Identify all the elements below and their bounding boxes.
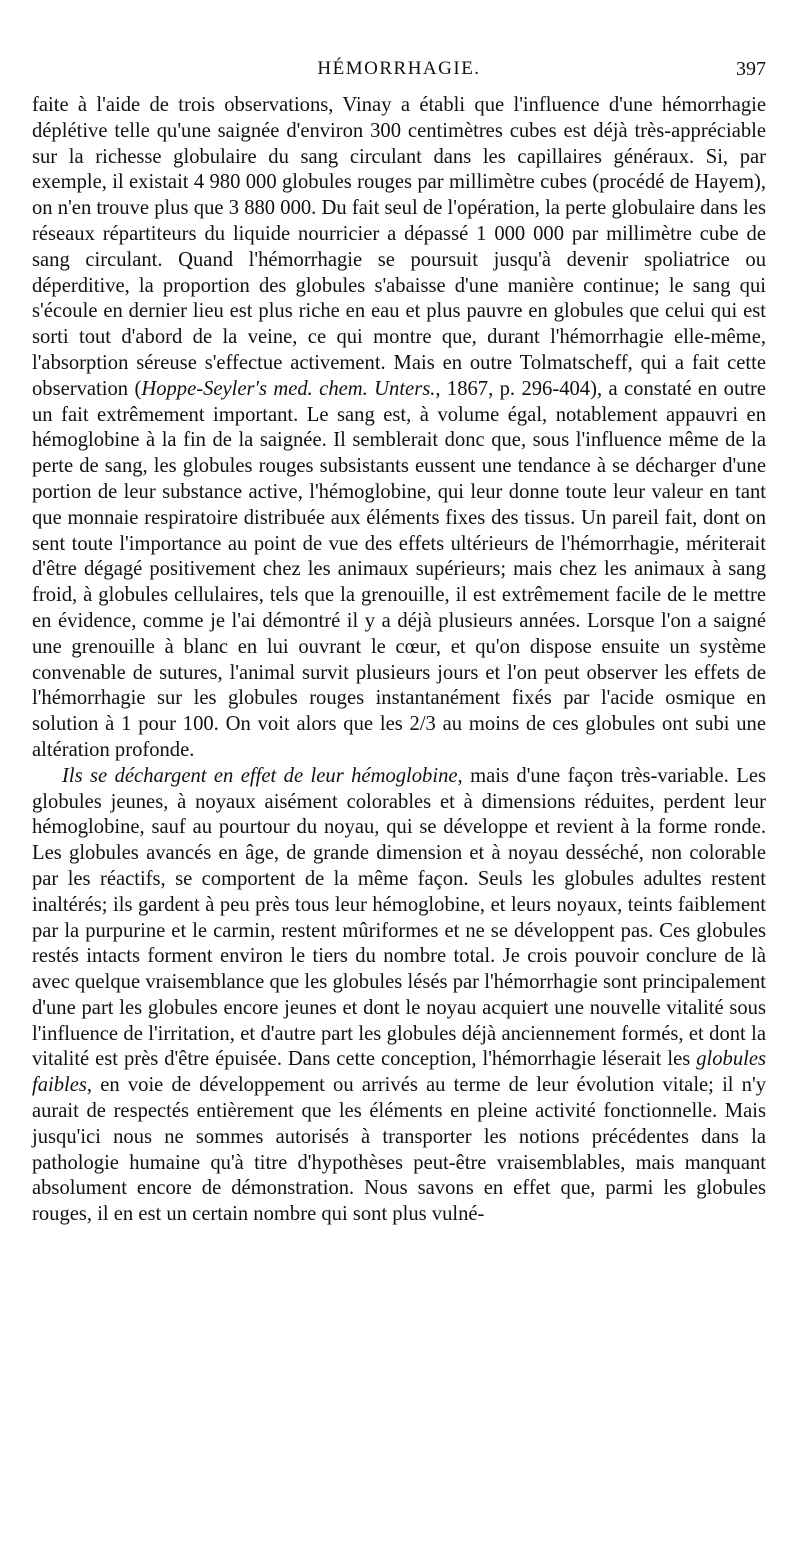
page-number: 397 xyxy=(736,58,766,80)
italic-term: globules faibles xyxy=(32,1048,766,1097)
paragraph-2-lead-italic: Ils se déchargent en effet de leur hémoglobine xyxy=(62,764,458,787)
body-text xyxy=(32,93,766,1228)
paragraph-2-text-end: , en voie de développement ou arrivés au terme de leur évolution vitale; il n'y aurait de respectés entièrement que les éléments en pleine activité fonctionnelle. Mais jusqu'ici nous ne sommes autorisés à transporter les notions précédentes dans la pathologie humaine qu'à titre d'hypothèses peut-être vraisemblables, mais manquant absolument encore de démonstration. Nous savons en effet que, parmi les globules rouges, il en est un certain nombre qui sont plus vulné- xyxy=(32,1074,766,1226)
citation-title: Hoppe-Seyler's med. chem. Unters. xyxy=(141,377,436,400)
paragraph-1-text: faite à l'aide de trois observations, Vinay a établi que l'influence d'une hémorrhagie déplétive telle qu'une saignée d'environ 300 centimètres cubes est déjà très-appréciable sur la richesse globulaire du sang circulant dans les capillaires généraux. Si, par exemple, il existait 4 980 000 globules rouges par millimètre cubes (procédé de Hayem), on n'en trouve plus que 3 880 000. Du fait seul de l'opération, la perte globulaire dans les réseaux répartiteurs du liquide nourricier a dépassé 1 000 000 par millimètre cube de sang circulant. Quand l'hémorrhagie se poursuit jusqu'à devenir spoliatrice ou déperditive, la proportion des globules s'abaisse d'une manière continue; le sang qui s'écoule en dernier lieu est plus riche en eau et plus pauvre en globules que celui qui est sorti tout d'abord de la veine, ce qui montre que, durant l'hémorrhagie elle-même, l'absorption séreuse s'effectue activement. Mais en outre Tolmatscheff, qui a fait cette observation ( xyxy=(32,94,766,400)
paragraph-1 xyxy=(32,93,766,764)
paragraph-2 xyxy=(32,764,766,1228)
paragraph-2-text: , mais d'une façon très-variable. Les globules jeunes, à noyaux aisément colorables et à dimensions réduites, perdent leur hémoglobine, sauf au pourtour du noyau, qui se développe et revient à la forme ronde. Les globules avancés en âge, de grande dimension et à noyau desséché, non colorable par les réactifs, se comportent de la même façon. Seuls les globules adultes restent inaltérés; ils gardent à peu près tous leur hémoglobine, et leurs noyaux, teints faiblement par la purpurine et le carmin, restent mûriformes et ne se développent pas. Ces globules restés intacts forment environ le tiers du nombre total. Je crois pouvoir conclure de là avec quelque vraisemblance que les globules lésés par l'hémorrhagie sont principalement d'une part les globules encore jeunes et dont le noyau acquiert une nouvelle vitalité sous l'influence de l'irritation, et d'autre part les globules déjà anciennement formés, et dont la vitalité est près d'être épuisée. Dans cette conception, l'hémorrhagie léserait les xyxy=(32,764,766,1071)
page-header xyxy=(32,58,766,88)
paragraph-1-text-continued: , 1867, p. 296-404), a constaté en outre un fait extrêmement important. Le sang est, à volume égal, notablement appauvri en hémoglobine à la fin de la saignée. Il semblerait donc que, sous l'influence même de la perte de sang, les globules rouges subsistants eussent une tendance à se décharger d'une portion de leur substance active, l'hémoglobine, qui leur donne toute leur valeur en tant que monnaie respiratoire distribuée aux éléments fixes des tissus. Un pareil fait, dont on sent toute l'importance au point de vue des effets ultérieurs de l'hémorrhagie, mériterait d'être dégagé positivement chez les animaux supérieurs; mais chez les animaux à sang froid, à globules cellulaires, tels que la grenouille, il est extrêmement facile de le mettre en évidence, comme je l'ai démontré il y a déjà plusieurs années. Lorsque l'on a saigné une grenouille à blanc en lui ouvrant le cœur, et qu'on dispose ensuite un système convenable de sutures, l'animal survit plusieurs jours et l'on peut observer les effets de l'hémorrhagie sur les globules rouges instantanément fixés par l'acide osmique en solution à 1 pour 100. On voit alors que les 2/3 au moins de ces globules ont subi une altération profonde. xyxy=(32,377,766,761)
running-title: HÉMORRHAGIE. xyxy=(317,58,481,79)
